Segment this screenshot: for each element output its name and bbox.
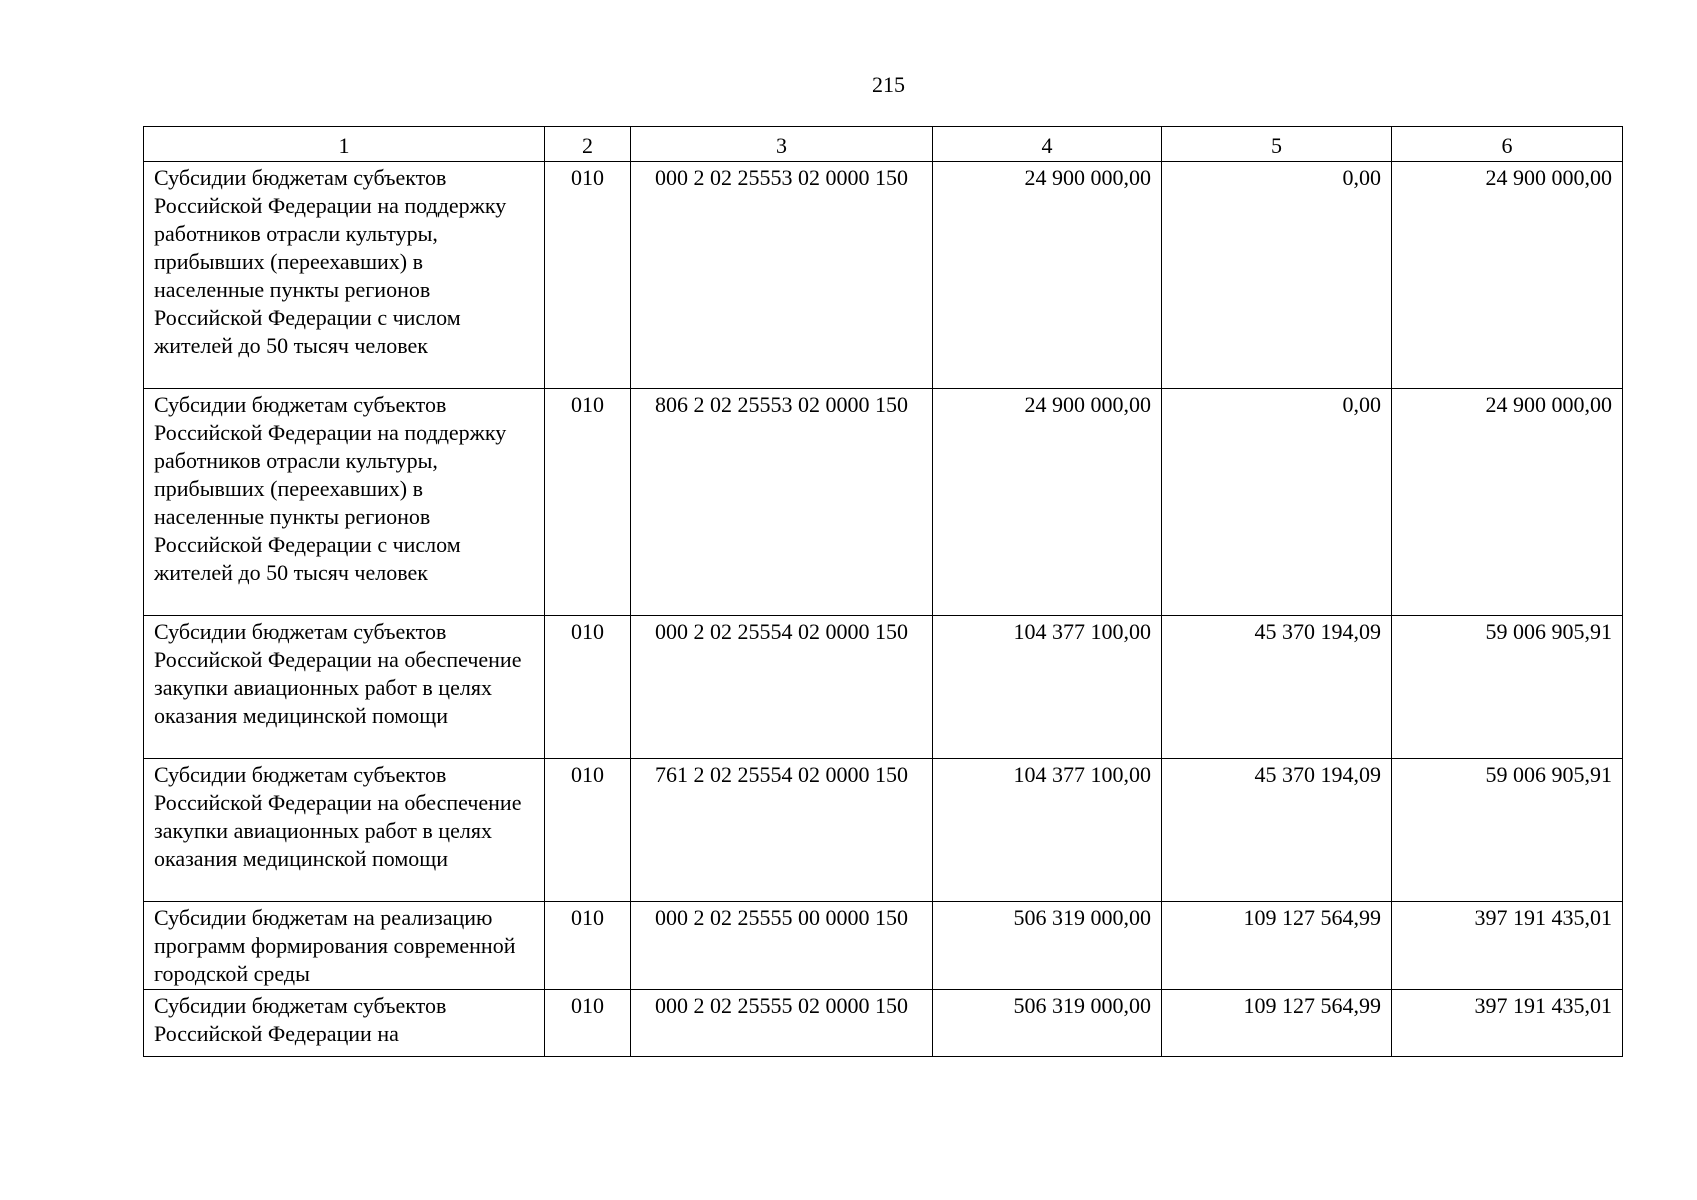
row-remaining-cell: 24 900 000,00 [1392, 162, 1623, 389]
row-executed-cell: 0,00 [1162, 389, 1392, 616]
budget-table [143, 126, 1623, 1057]
row-code-cell: 010 [545, 902, 631, 990]
column-header-6: 6 [1392, 127, 1623, 162]
table-header [144, 127, 1623, 162]
row-name-cell: Субсидии бюджетам на реализацию программ формирования современной городской среды [144, 902, 545, 990]
row-approved-cell: 104 377 100,00 [933, 759, 1162, 902]
column-header-4: 4 [933, 127, 1162, 162]
row-kbk-cell: 000 2 02 25553 02 0000 150 [631, 162, 933, 389]
row-name-cell: Субсидии бюджетам субъектов Российской Федерации на обеспечение закупки авиационных работ в целях оказания медицинской помощи [144, 759, 545, 902]
row-remaining-cell: 59 006 905,91 [1392, 616, 1623, 759]
table-row [144, 389, 1623, 616]
row-kbk-cell: 761 2 02 25554 02 0000 150 [631, 759, 933, 902]
row-approved-cell: 104 377 100,00 [933, 616, 1162, 759]
row-executed-cell: 0,00 [1162, 162, 1392, 389]
row-kbk-cell: 000 2 02 25555 02 0000 150 [631, 990, 933, 1057]
row-remaining-cell: 397 191 435,01 [1392, 902, 1623, 990]
page-number: 215 [872, 72, 905, 97]
row-remaining-cell: 397 191 435,01 [1392, 990, 1623, 1057]
row-executed-cell: 45 370 194,09 [1162, 616, 1392, 759]
row-name-cell: Субсидии бюджетам субъектов Российской Федерации на поддержку работников отрасли культуры, прибывших (переехавших) в населенные пункты регионов Российской Федерации с числом жителей до 50 тысяч человек [144, 389, 545, 616]
row-name-cell: Субсидии бюджетам субъектов Российской Федерации на [144, 990, 545, 1057]
row-kbk-cell: 806 2 02 25553 02 0000 150 [631, 389, 933, 616]
row-executed-cell: 109 127 564,99 [1162, 990, 1392, 1057]
column-header-2: 2 [545, 127, 631, 162]
row-approved-cell: 506 319 000,00 [933, 990, 1162, 1057]
table-row [144, 990, 1623, 1057]
row-code-cell: 010 [545, 162, 631, 389]
row-executed-cell: 45 370 194,09 [1162, 759, 1392, 902]
header-row [144, 127, 1623, 162]
table-row [144, 759, 1623, 902]
row-approved-cell: 506 319 000,00 [933, 902, 1162, 990]
row-executed-cell: 109 127 564,99 [1162, 902, 1392, 990]
column-header-5: 5 [1162, 127, 1392, 162]
column-header-3: 3 [631, 127, 933, 162]
row-code-cell: 010 [545, 389, 631, 616]
row-kbk-cell: 000 2 02 25555 00 0000 150 [631, 902, 933, 990]
row-name-cell: Субсидии бюджетам субъектов Российской Федерации на поддержку работников отрасли культуры, прибывших (переехавших) в населенные пункты регионов Российской Федерации с числом жителей до 50 тысяч человек [144, 162, 545, 389]
table-row [144, 162, 1623, 389]
table-body [144, 162, 1623, 1057]
row-approved-cell: 24 900 000,00 [933, 389, 1162, 616]
row-kbk-cell: 000 2 02 25554 02 0000 150 [631, 616, 933, 759]
row-code-cell: 010 [545, 616, 631, 759]
table-row [144, 616, 1623, 759]
row-code-cell: 010 [545, 759, 631, 902]
row-name-cell: Субсидии бюджетам субъектов Российской Федерации на обеспечение закупки авиационных работ в целях оказания медицинской помощи [144, 616, 545, 759]
column-header-1: 1 [144, 127, 545, 162]
table-row [144, 902, 1623, 990]
row-approved-cell: 24 900 000,00 [933, 162, 1162, 389]
row-remaining-cell: 59 006 905,91 [1392, 759, 1623, 902]
row-remaining-cell: 24 900 000,00 [1392, 389, 1623, 616]
row-code-cell: 010 [545, 990, 631, 1057]
